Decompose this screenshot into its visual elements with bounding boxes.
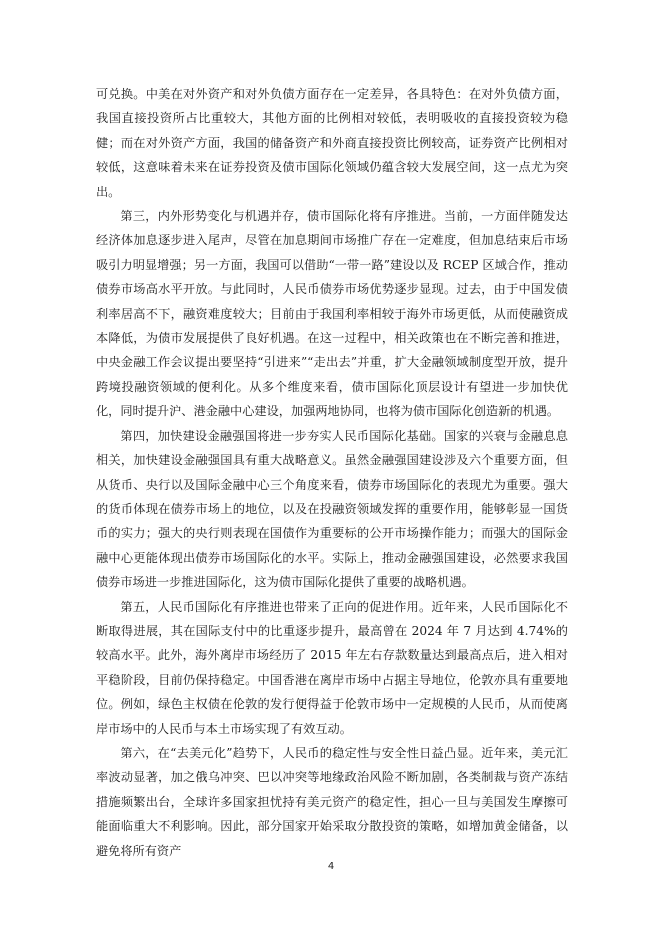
paragraph-fifth-point: 第五，人民币国际化有序推进也带来了正向的促进作用。近年来，人民币国际化不断取得进展，其在国际支付中的比重逐步提升，最高曾在 2024 年 7 月达到 4.74%的较高水平。此外，海外离岸市场经历了 2015 年左右存款数量达到最高点后，进入相对平稳阶段，目前仍保持稳定。中国香港在离岸市场中占据主导地位，伦敦亦具有重要地位。例如，绿色主权债在伦敦的发行便得益于伦敦市场中一定规模的人民币，从而使离岸市场中的人民币与本土市场实现了有效互动。	[96, 599, 568, 736]
paragraph-continuation: 可兑换。中美在对外资产和对外负债方面存在一定差异，各具特色：在对外负债方面，我国直接投资所占比重较大，其他方面的比例相对较低，表明吸收的直接投资较为稳健；而在对外资产方面，我国的储备资产和外商直接投资比例较高，证券资产比例相对较低，这意味着未来在证券投资及债市国际化领域仍蕴含较大发展空间，这一点尤为突出。	[96, 87, 568, 199]
page-number: 4	[327, 861, 335, 872]
document-body	[96, 82, 568, 863]
paragraph-third-point: 第三，内外形势变化与机遇并存，债市国际化将有序推进。当前，一方面伴随发达经济体加息逐步进入尾声，尽管在加息期间市场推广存在一定难度，但加息结束后市场吸引力明显增强；另一方面，我国可以借助“一带一路”建设以及 RCEP 区域合作，推动债券市场高水平开放。与此同时，人民币债券市场优势逐步显现。过去，由于中国发债利率居高不下，融资难度较大；目前由于我国利率相较于海外市场更低，从而使融资成本降低，为债市发展提供了良好机遇。在这一过程中，相关政策也在不断完善和推进，中央金融工作会议提出要坚持“引进来”“走出去”并重，扩大金融领域制度型开放，提升跨境投融资领域的便利化。从多个维度来看，债市国际化顶层设计有望进一步加快优化，同时提升沪、港金融中心建设，加强两地协同，也将为债市国际化创造新的机遇。	[96, 209, 568, 419]
paragraph-sixth-point: 第六，在“去美元化”趋势下，人民币的稳定性与安全性日益凸显。近年来，美元汇率波动显著，加之俄乌冲突、巴以冲突等地缘政治风险不断加剧，各类制裁与资产冻结措施频繁出台，全球许多国家担忧持有美元资产的稳定性，担心一旦与美国发生摩擦可能面临重大不利影响。因此，部分国家开始采取分散投资的策略，如增加黄金储备，以避免将所有资产	[96, 745, 568, 858]
paragraph-fourth-point: 第四，加快建设金融强国将进一步夯实人民币国际化基础。国家的兴衰与金融息息相关，加快建设金融强国具有重大战略意义。虽然金融强国建设涉及六个重要方面，但从货币、央行以及国际金融中心三个角度来看，债券市场国际化的表现尤为重要。强大的货币体现在债券市场上的地位，以及在投融资领域发挥的重要作用，能够彰显一国货币的实力；强大的央行则表现在国债作为重要标的公开市场操作能力；而强大的国际金融中心更能体现出债券市场国际化的水平。实际上，推动金融强国建设，必然要求我国债券市场进一步推进国际化，这为债市国际化提供了重要的战略机遇。	[96, 428, 568, 590]
